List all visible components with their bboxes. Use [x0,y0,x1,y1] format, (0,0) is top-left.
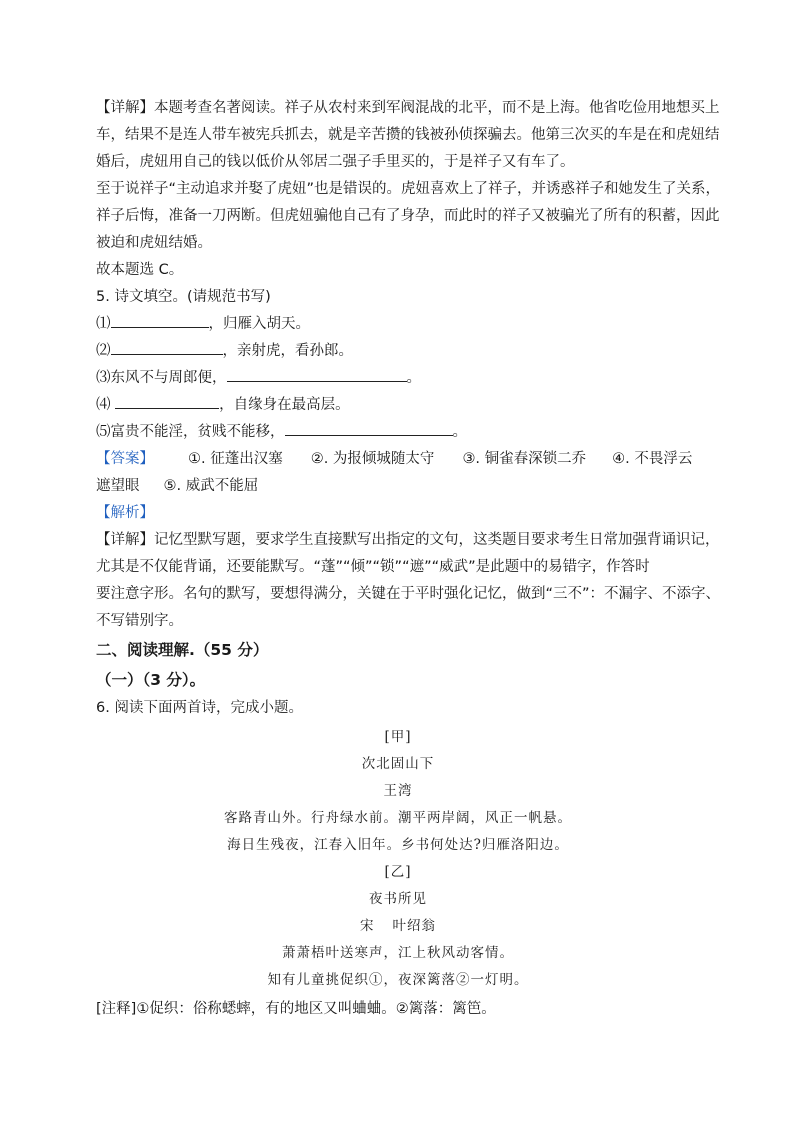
q4-detail-line: 至于说祥子“主动追求并娶了虎妞”也是错误的。虎妞喜欢上了祥子，并诱惑祥子和她发生了关系， [96,181,721,197]
document-page [96,95,721,1023]
poem2-author: 宋 叶绍翁 [360,918,436,934]
annotation-note: [注释]①促织：俗称蟋蟀，有的地区又叫蛐蛐。②篱落：篱笆。 [96,1001,496,1017]
section-title: 二、阅读理解.（55 分） [96,641,269,659]
q6-prompt: 6. 阅读下面两首诗，完成小题。 [96,700,303,716]
answer-blank[interactable] [111,313,209,328]
q5-detail-line: 不写错别字。 [96,613,183,629]
answer-blank[interactable] [285,421,453,436]
q5-item-3: ⑶东风不与周郎便， 。 [96,365,700,392]
poem2-line: 知有儿童挑促织①，夜深篱落②一灯明。 [267,972,529,988]
subsection-title: （一）（3 分）。 [96,671,206,689]
q5-detail-line: 尤其是不仅能背诵，还要能默写。“蓬”“倾”“锁”“遮”“威武”是此题中的易错字，作答时 [96,559,650,575]
poem1-line: 客路青山外。行舟绿水前。潮平两岸阔，风正一帆悬。 [224,810,572,826]
q4-detail-line: 被迫和虎妞结婚。 [96,235,212,251]
q5-detail-line: 要注意字形。名句的默写，要想得满分，关键在于平时强化记忆，做到“三不”：不漏字、不添字、 [96,586,721,602]
q5-item-4: ⑷ ，自缘身在最高层。 [96,392,700,419]
q4-detail-line: 【详解】本题考查名著阅读。祥子从农村来到军阀混战的北平，而不是上海。他省吃俭用地想买上 [96,100,720,116]
analysis-label: 【解析】 [96,505,154,521]
q4-detail-line: 车，结果不是连人带车被宪兵抓去，就是辛苦攒的钱被孙侦探骗去。他第三次买的车是在和虎妞结 [96,127,720,143]
q4-conclusion: 故本题选 C。 [96,262,184,278]
poem1-author: 王湾 [383,783,413,799]
answer-blank[interactable] [111,340,223,355]
q5-answer-line: 遮望眼 ⑤. 威武不能屈 [96,478,259,494]
q5-detail-line: 【详解】记忆型默写题，要求学生直接默写出指定的文句，这类题目要求考生日常加强背诵识记， [96,532,720,548]
poem2-tag: [乙] [384,864,412,880]
q4-detail-line: 祥子后悔，准备一刀两断。但虎妞骗他自己有了身孕，而此时的祥子又被骗光了所有的积蓄，因此 [96,208,720,224]
detail-label: 【详解】 [96,100,154,116]
poem2-line: 萧萧梧叶送寒声，江上秋风动客情。 [282,945,514,961]
q5-item-2: ⑵ ，亲射虎，看孙郎。 [96,338,700,365]
answer-blank[interactable] [227,367,407,382]
poem2-title: 夜书所见 [369,891,427,907]
q5-title: 5. 诗文填空。(请规范书写) [96,289,271,305]
poem1-tag: [甲] [384,729,412,745]
q5-item-1: ⑴ ，归雁入胡天。 [96,311,700,338]
q5-answer-line: 【答案】 ①. 征蓬出汉塞 ②. 为报倾城随太守 ③. 铜雀春深锁二乔 ④. 不畏浮云 [96,451,693,467]
poem1-title: 次北固山下 [361,756,435,772]
answer-label: 【答案】 [96,451,154,467]
answer-blank[interactable] [115,394,219,409]
q5-item-5: ⑸富贵不能淫，贫贱不能移， 。 [96,419,700,446]
poem1-line: 海日生残夜，江春入旧年。乡书何处达?归雁洛阳边。 [227,837,569,853]
q4-detail-line: 婚后，虎妞用自己的钱以低价从邻居二强子手里买的，于是祥子又有车了。 [96,154,575,170]
